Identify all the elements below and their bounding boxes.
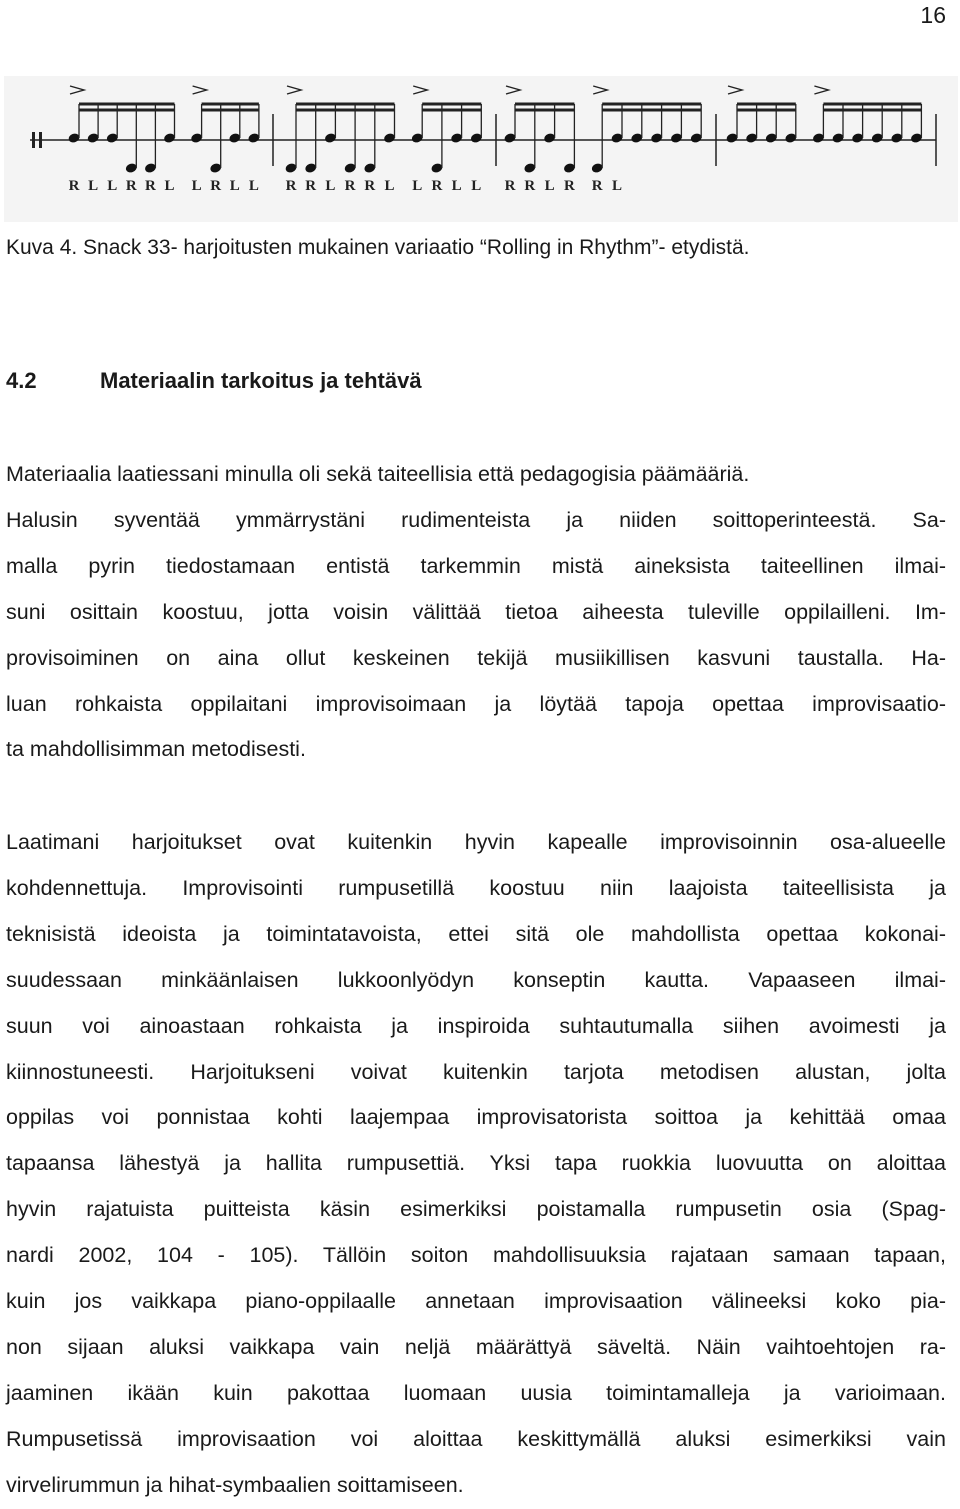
sticking-label: L [451,178,462,194]
accent-mark [728,86,742,94]
sticking-label: R [68,178,80,194]
section-title: Materiaalin tarkoitus ja tehtävä [100,368,422,393]
sticking-label: L [107,178,118,194]
sticking-label: R [364,178,376,194]
paragraph-line: teknisistä ideoista ja toimintatavoista, ettei sitä ole mahdollista opettaa kokonai- [6,921,946,946]
sticking-label: L [229,178,240,194]
sticking-label: L [412,178,423,194]
sticking-label: R [285,178,297,194]
sticking-label: L [544,178,555,194]
accent-mark [814,86,828,94]
figure-caption: Kuva 4. Snack 33- harjoitusten mukainen variaatio “Rolling in Rhythm”- etydistä. [6,236,750,259]
sticking-label: R [305,178,317,194]
sticking-label: R [563,178,575,194]
sticking-label: R [524,178,536,194]
sticking-label: R [344,178,356,194]
paragraph-line: non sijaan aluksi vaikkapa vain neljä määrättyä säveltä. Näin vaihtoehtojen ra- [6,1334,946,1359]
sticking-label: L [325,178,336,194]
sticking-label: R [210,178,222,194]
sticking-label: L [384,178,395,194]
paragraph-1 [6,452,946,773]
section-number: 4.2 [6,368,37,393]
paragraph-line: Materiaalia laatiessani minulla oli sekä taiteellisia että pedagogisia päämääriä. [6,462,750,486]
paragraph-line: suun voi ainoastaan rohkaista ja inspiroida suhtautumalla siihen avoimesti ja [6,1013,946,1038]
accent-mark [593,86,607,94]
sticking-label: L [611,178,623,194]
sticking-label: L [248,178,259,194]
paragraph-line: luan rohkaista oppilaitani improvisoimaan ja löytää tapoja opettaa improvisaatio- [6,691,946,716]
accent-mark [413,86,427,94]
sticking-label: L [88,178,99,194]
paragraph-line: provisoiminen on aina ollut keskeinen tekijä musiikillisen kasvuni taustalla. Ha- [6,645,946,670]
sticking-label: L [164,178,175,194]
sticking-label: L [471,178,482,194]
sticking-label: R [125,178,137,194]
paragraph-2 [6,820,946,1509]
percussion-clef [39,132,42,148]
paragraph-line: nardi 2002, 104 - 105). Tällöin soiton mahdollisuuksia rajataan samaan tapaan, [6,1243,946,1268]
sticking-label: R [591,178,603,194]
page-number: 16 [920,2,946,28]
paragraph-line: suni osittain koostuu, jotta voisin välittää tietoa aiheesta tuleville oppilailleni. Im- [6,599,946,624]
percussion-clef [32,132,35,148]
paragraph-line: ta mahdollisimman metodisesti. [6,737,306,762]
sticking-label: R [431,178,443,194]
paragraph-line: virvelirummun ja hihat-symbaalien soittamiseen. [6,1472,464,1497]
paragraph-line: kohdennettuja. Improvisointi rumpusetillä koostuu niin laajoista taiteellisista ja [6,875,946,900]
accent-mark [287,86,301,94]
paragraph-line: hyvin rajatuista puitteista käsin esimerkiksi poistamalla rumpusetin osia (Spag- [6,1197,946,1222]
paragraph-line: Rumpusetissä improvisaation voi aloittaa keskittymällä aluksi esimerkiksi vain [6,1426,946,1451]
paragraph-line: suudessaan minkäänlaisen lukkoonlyödyn konseptin kautta. Vapaaseen ilmai- [6,967,946,992]
paragraph-line: oppilas voi ponnistaa kohti laajempaa improvisatorista soittoa ja kehittää omaa [6,1105,946,1130]
paragraph-line: jaaminen ikään kuin pakottaa luomaan uusia toimintamalleja ja varioimaan. [6,1380,946,1405]
paragraph-line: kiinnostuneesti. Harjoitukseni voivat kuitenkin tarjota metodisen alustan, jolta [6,1059,946,1084]
paragraph-line: Laatimani harjoitukset ovat kuitenkin hyvin kapealle improvisoinnin osa-alueelle [6,830,946,854]
sticking-label: R [144,178,156,194]
paragraph-line: kuin jos vaikkapa piano-oppilaalle annetaan improvisaation välineeksi koko pia- [6,1289,946,1314]
section-heading [6,368,422,394]
sticking-label: R [504,178,516,194]
sticking-label: L [191,178,202,194]
accent-mark [506,86,520,94]
accent-mark [70,86,84,94]
accent-mark [193,86,207,94]
drum-notation-figure [4,76,958,222]
paragraph-line: malla pyrin tiedostamaan entistä tarkemmin mistä aineksista taiteellinen ilmai- [6,553,946,578]
drum-notation-staff [4,76,958,222]
paragraph-line: Halusin syventää ymmärrystäni rudimenteista ja niiden soittoperinteestä. Sa- [6,507,946,532]
paragraph-line: tapaansa lähestyä ja hallita rumpusettiä. Yksi tapa ruokkia luovuutta on aloittaa [6,1151,946,1176]
